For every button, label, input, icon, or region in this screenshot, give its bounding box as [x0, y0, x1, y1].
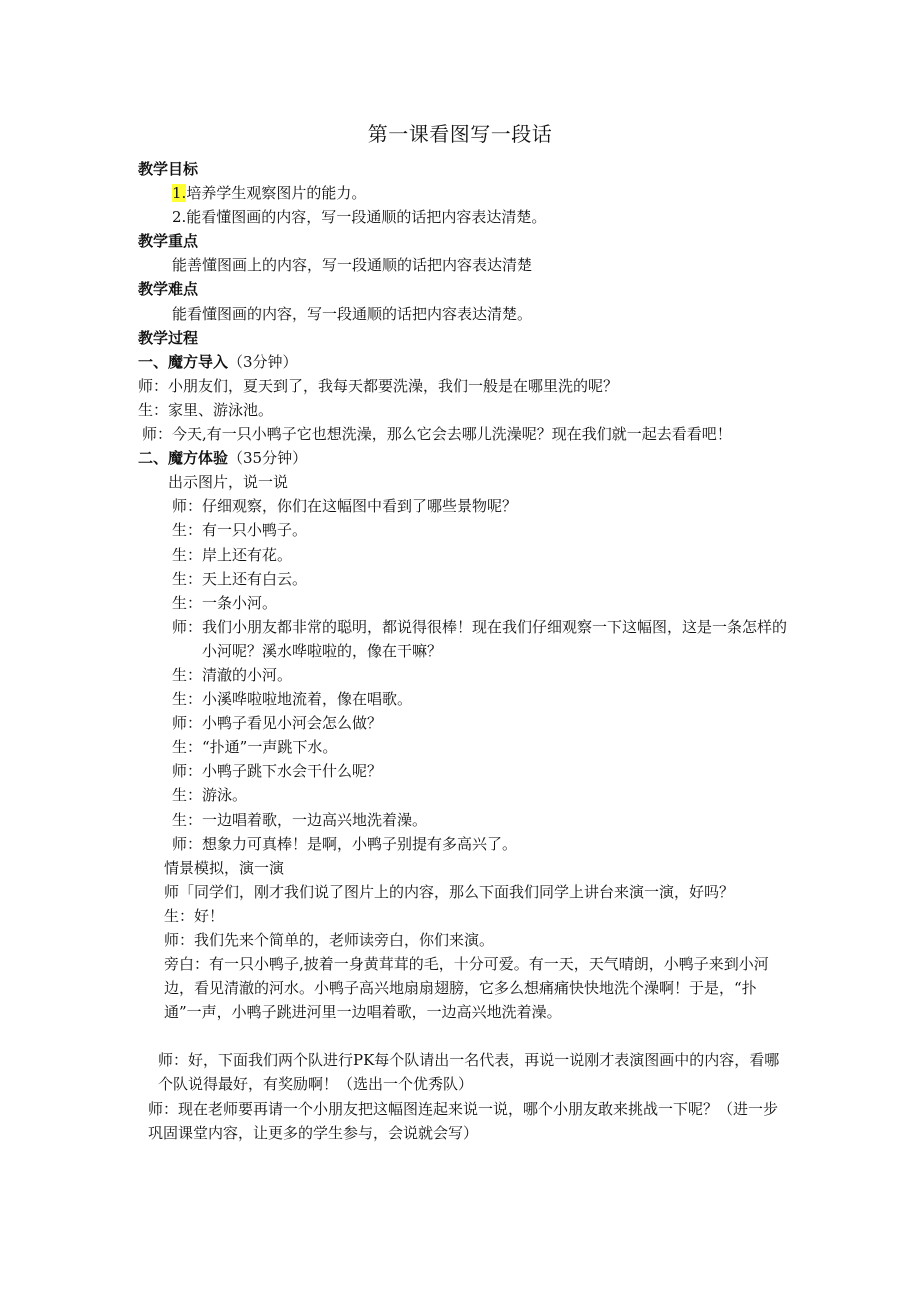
objective-item-1-text: 培养学生观察图片的能力。	[186, 184, 367, 203]
part1-duration: （3分钟）	[228, 352, 298, 371]
objective-item-1	[138, 181, 788, 205]
dialogue-line: 生：清澈的小河。	[172, 665, 293, 684]
act-line: 生：好！	[164, 906, 225, 925]
dialogue-line: 师：小鸭子看见小河会怎么做？	[172, 714, 383, 733]
narration-paragraph: 旁白：有一只小鸭子,披着一身黄茸茸的毛，十分可爱。有一天，天气晴朗，小鸭子来到小河边，看见清澈的河水。小鸭子高兴地扇扇翅膀，它多么想痛痛快快地洗个澡啊！于是，“扑通”一声，小鸭子跳进河里一边唱着歌，一边高兴地洗着澡。	[164, 955, 769, 1022]
part2-heading	[138, 446, 788, 470]
dialogue-line: 师：我们小朋友都非常的聪明，都说得很棒！现在我们仔细观察一下这幅图，这是一条怎样的小河呢？溪水哗啦啦的，像在干嘛？	[172, 617, 788, 660]
dialogue-line: 生：岸上还有花。	[172, 545, 293, 564]
part2-title: 二、魔方体验	[138, 449, 229, 468]
key-points-heading: 教学重点	[138, 232, 199, 251]
key-points-text: 能善懂图画上的内容，写一段通顺的话把内容表达清楚	[172, 256, 533, 275]
part1-heading	[138, 350, 788, 374]
highlight-mark: 1.	[172, 184, 187, 203]
dialogue-line: 生：一边唱着歌，一边高兴地洗着澡。	[172, 810, 428, 829]
difficulties-text: 能看懂图画的内容，写一段通顺的话把内容表达清楚。	[172, 304, 533, 323]
document-title: 第一课看图写一段话	[367, 122, 553, 146]
dialogue-line: 师：仔细观察，你们在这幅图中看到了哪些景物呢？	[172, 497, 518, 516]
dialogue-line: 师：小鸭子跳下水会干什么呢？	[172, 762, 383, 781]
objectives-heading: 教学目标	[138, 160, 199, 178]
act-line: 师「同学们，刚才我们说了图片上的内容，那么下面我们同学上讲台来演一演，好吗？	[164, 882, 735, 901]
dialogue-line: 生：天上还有白云。	[172, 569, 308, 588]
difficulties-heading: 教学难点	[138, 280, 199, 299]
dialogue-line: 生：一条小河。	[172, 593, 278, 612]
process-heading: 教学过程	[138, 328, 199, 347]
dialogue-line: 师：想象力可真棒！是啊，小鸭子别提有多高兴了。	[172, 834, 518, 853]
pk-line: 师：现在老师要再请一个小朋友把这幅图连起来说一说，哪个小朋友敢来挑战一下呢？（进一步巩固课堂内容，让更多的学生参与，会说就会写）	[148, 1099, 779, 1142]
paragraph-gap	[138, 1024, 788, 1048]
document-body	[138, 157, 788, 1145]
dialogue-line: 生：“扑通”一声跳下水。	[172, 738, 338, 757]
dialogue-line: 生：小溪哗啦啦地流着，像在唱歌。	[172, 690, 413, 709]
part2-subheading: 情景模拟，演一演	[164, 858, 285, 877]
objective-item-2: 2.能看懂图画的内容，写一段通顺的话把内容表达清楚。	[172, 208, 547, 227]
part1-line: 生：家里、游泳池。	[138, 400, 274, 419]
part1-line: 师：今天,有一只小鸭子它也想洗澡，那么它会去哪儿洗澡呢？现在我们就一起去看看吧！	[142, 425, 732, 444]
pk-line: 师：好，下面我们两个队进行PK每个队请出一名代表，再说一说刚才表演图画中的内容，看哪个队说得最好，有奖励啊！（选出一个优秀队）	[158, 1051, 780, 1094]
part2-subheading: 出示图片，说一说	[168, 473, 289, 492]
act-line: 师：我们先来个简单的，老师读旁白，你们来演。	[164, 931, 495, 949]
dialogue-line: 生：游泳。	[172, 786, 248, 805]
part1-title: 一、魔方导入	[138, 352, 229, 371]
part1-line: 师：小朋友们，夏天到了，我每天都要洗澡，我们一般是在哪里洗的呢？	[138, 376, 619, 395]
dialogue-line: 生：有一只小鸭子。	[172, 521, 308, 540]
part2-duration: （35分钟）	[228, 449, 308, 468]
